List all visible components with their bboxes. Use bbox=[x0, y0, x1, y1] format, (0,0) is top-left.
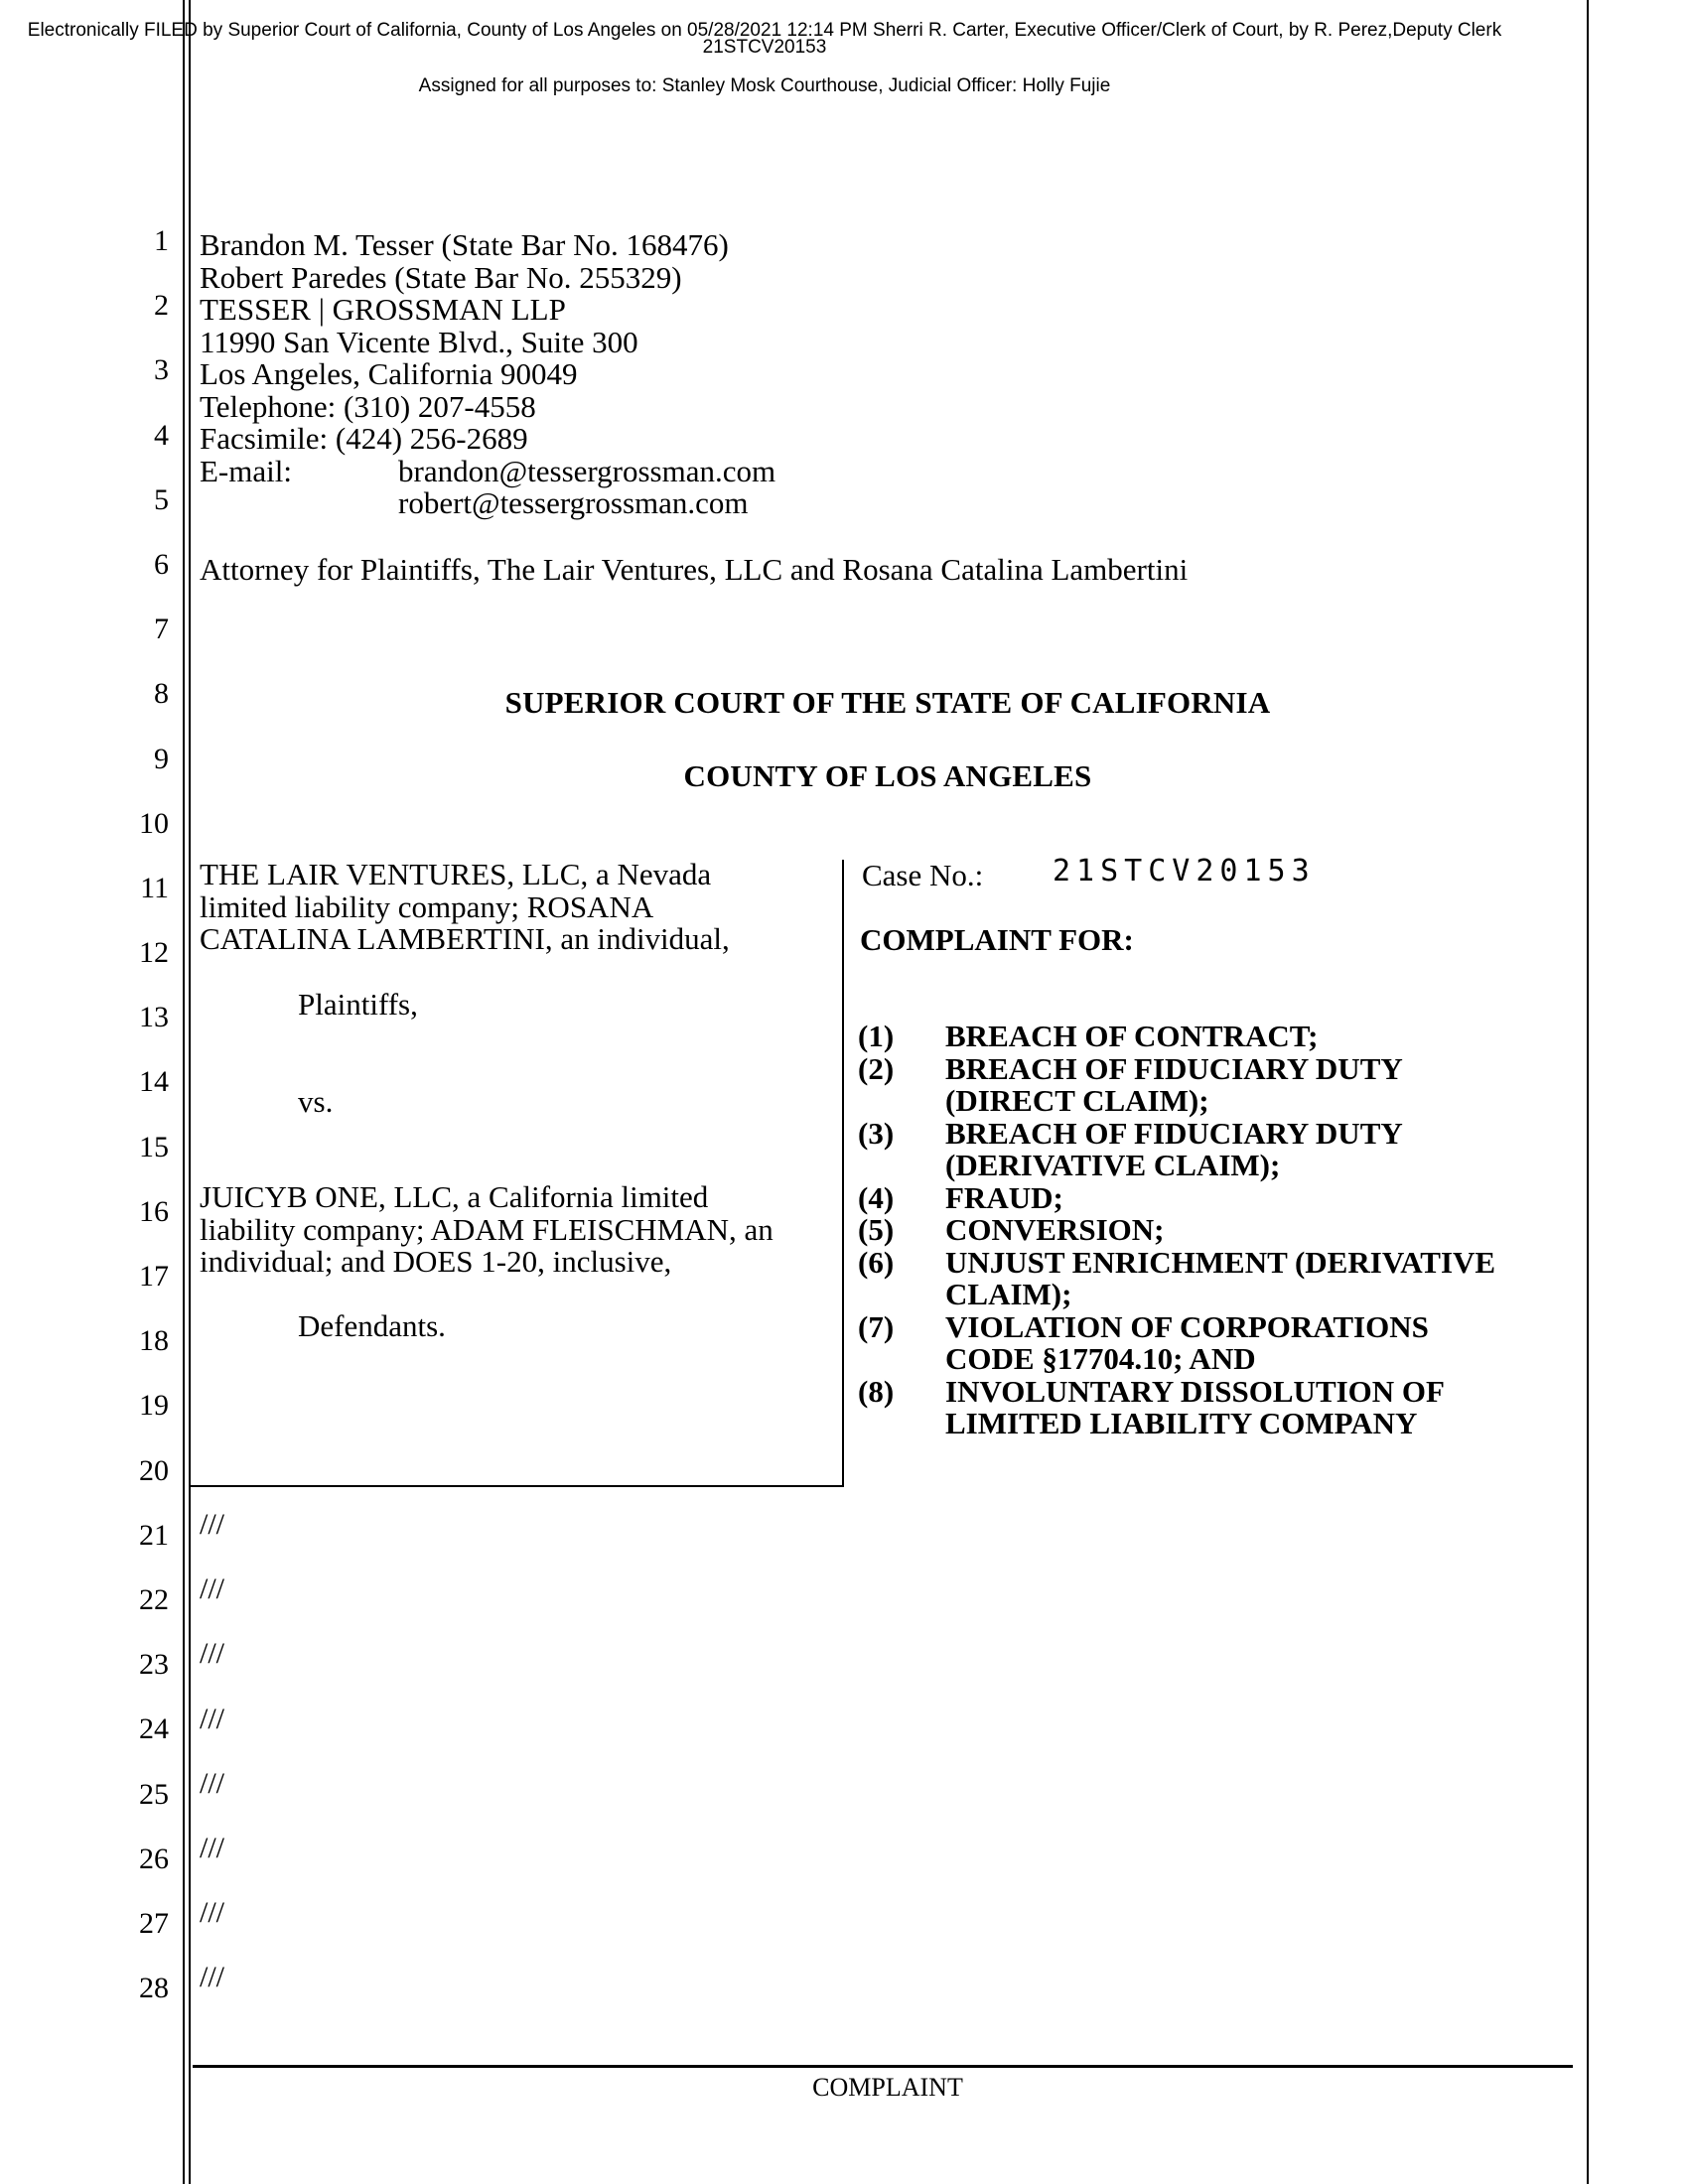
line-number: 11 bbox=[140, 871, 169, 904]
attorney-line: Telephone: (310) 207-4558 bbox=[200, 388, 536, 424]
continuation-mark: /// bbox=[200, 1961, 225, 1994]
continuation-marks bbox=[200, 1505, 224, 2023]
line-number: 1 bbox=[154, 224, 169, 257]
claim-item bbox=[858, 1214, 1495, 1247]
line-number: 21 bbox=[139, 1518, 169, 1552]
claim-text: INVOLUNTARY DISSOLUTION OF bbox=[945, 1373, 1445, 1409]
claim-number: (5) bbox=[858, 1212, 895, 1247]
assignment-stamp: Assigned for all purposes to: Stanley Mosk Courthouse, Judicial Officer: Holly Fujie bbox=[418, 75, 1111, 96]
continuation-mark: /// bbox=[200, 1637, 225, 1671]
attorney-line: Facsimile: (424) 256-2689 bbox=[200, 421, 528, 456]
email-label: E-mail: bbox=[200, 453, 292, 488]
claim-item bbox=[858, 1373, 1495, 1409]
filing-stamp: Electronically FILED by Superior Court of California, County of Los Angeles on 05/28/2021 12:14 PM Sherri R. Carter, Executive Officer/Clerk of Court, by R. Perez,Deputy Clerk bbox=[27, 20, 1502, 41]
claim-number bbox=[858, 1408, 945, 1440]
plaintiffs-line: THE LAIR VENTURES, LLC, a Nevada bbox=[200, 857, 712, 891]
versus-label: vs. bbox=[298, 1084, 334, 1119]
line-number: 10 bbox=[139, 806, 169, 840]
continuation-mark: /// bbox=[200, 1572, 225, 1606]
claim-item bbox=[858, 1050, 1495, 1086]
line-number: 6 bbox=[154, 547, 169, 581]
attorney-line: Los Angeles, California 90049 bbox=[200, 356, 578, 391]
continuation-mark: /// bbox=[200, 1766, 225, 1800]
claim-text: FRAUD; bbox=[945, 1179, 1063, 1215]
line-number: 22 bbox=[139, 1582, 169, 1616]
claim-text: VIOLATION OF CORPORATIONS bbox=[945, 1308, 1429, 1344]
defendants-line: JUICYB ONE, LLC, a California limited bbox=[200, 1179, 709, 1214]
claim-number bbox=[858, 1279, 945, 1311]
claim-number bbox=[858, 1085, 945, 1118]
claim-item bbox=[858, 1279, 1495, 1311]
line-number: 27 bbox=[139, 1906, 169, 1940]
claim-text: LIMITED LIABILITY COMPANY bbox=[945, 1406, 1418, 1440]
attorney-line: Robert Paredes (State Bar No. 255329) bbox=[200, 259, 682, 295]
court-name: SUPERIOR COURT OF THE STATE OF CALIFORNIA bbox=[504, 685, 1271, 720]
email-line bbox=[200, 453, 776, 488]
plaintiffs-parties bbox=[200, 859, 730, 956]
defendants-label: Defendants. bbox=[298, 1308, 446, 1343]
defendants-line: individual; and DOES 1-20, inclusive, bbox=[200, 1244, 672, 1279]
claim-number: (6) bbox=[858, 1244, 895, 1280]
pleading-line-numbers bbox=[117, 220, 169, 2032]
claim-text: (DERIVATIVE CLAIM); bbox=[945, 1148, 1281, 1182]
attorney-block bbox=[200, 229, 775, 520]
claim-item bbox=[858, 1308, 1495, 1344]
line-number: 8 bbox=[154, 677, 169, 711]
case-number-value: 21STCV20153 bbox=[1053, 854, 1316, 888]
claim-text: BREACH OF FIDUCIARY DUTY bbox=[945, 1115, 1403, 1151]
line-number: 15 bbox=[139, 1130, 169, 1163]
continuation-mark: /// bbox=[200, 1831, 225, 1864]
claim-item bbox=[858, 1244, 1496, 1280]
claim-number: (3) bbox=[858, 1115, 895, 1151]
case-number-label: Case No.: bbox=[862, 858, 984, 892]
line-number: 5 bbox=[154, 482, 169, 516]
attorney-line: TESSER | GROSSMAN LLP bbox=[200, 292, 566, 327]
claim-number: (7) bbox=[858, 1308, 895, 1344]
line-number: 14 bbox=[139, 1065, 169, 1099]
court-county: COUNTY OF LOS ANGELES bbox=[683, 758, 1092, 793]
claim-item bbox=[858, 1179, 1495, 1215]
pleading-right-rule bbox=[1587, 0, 1589, 2184]
claim-item bbox=[858, 1085, 1495, 1118]
claim-text: CODE §17704.10; AND bbox=[945, 1341, 1256, 1376]
attorney-line: Brandon M. Tesser (State Bar No. 168476) bbox=[200, 227, 729, 262]
continuation-mark: /// bbox=[200, 1702, 225, 1735]
claim-item bbox=[858, 1150, 1495, 1182]
line-number: 28 bbox=[139, 1972, 169, 2005]
attorney-line: 11990 San Vicente Blvd., Suite 300 bbox=[200, 324, 638, 359]
continuation-mark: /// bbox=[200, 1896, 225, 1930]
line-number: 20 bbox=[139, 1453, 169, 1487]
claim-number: (2) bbox=[858, 1050, 895, 1086]
claim-number: (4) bbox=[858, 1179, 895, 1215]
line-number: 12 bbox=[139, 936, 169, 970]
defendants-line: liability company; ADAM FLEISCHMAN, an bbox=[200, 1211, 774, 1247]
footer-title: COMPLAINT bbox=[812, 2073, 963, 2102]
line-number: 18 bbox=[139, 1324, 169, 1358]
pleading-left-rule-outer bbox=[183, 0, 185, 2184]
line-number: 25 bbox=[139, 1777, 169, 1811]
claim-text: BREACH OF CONTRACT; bbox=[945, 1019, 1319, 1053]
line-number: 13 bbox=[139, 1001, 169, 1034]
line-number: 17 bbox=[139, 1260, 169, 1293]
line-number: 23 bbox=[139, 1648, 169, 1682]
plaintiffs-label: Plaintiffs, bbox=[298, 987, 418, 1022]
claims-list bbox=[858, 1021, 1495, 1440]
complaint-for-heading: COMPLAINT FOR: bbox=[860, 922, 1134, 957]
claim-number bbox=[858, 1150, 945, 1182]
claim-number: (1) bbox=[858, 1019, 895, 1053]
email-address: robert@tessergrossman.com bbox=[398, 485, 749, 520]
claim-number bbox=[858, 1343, 945, 1376]
line-number: 26 bbox=[139, 1842, 169, 1875]
line-number: 4 bbox=[154, 418, 169, 452]
line-number: 16 bbox=[139, 1194, 169, 1228]
line-number: 2 bbox=[154, 289, 169, 323]
line-number: 3 bbox=[154, 353, 169, 387]
claim-item bbox=[858, 1343, 1495, 1376]
line-number: 7 bbox=[154, 613, 169, 646]
attorney-for: Attorney for Plaintiffs, The Lair Ventures, LLC and Rosana Catalina Lambertini bbox=[200, 552, 1189, 587]
footer-rule bbox=[193, 2065, 1573, 2068]
claim-text: CLAIM); bbox=[945, 1277, 1072, 1311]
line-number: 19 bbox=[139, 1389, 169, 1423]
line-number: 24 bbox=[139, 1712, 169, 1746]
claim-text: (DIRECT CLAIM); bbox=[945, 1083, 1209, 1118]
plaintiffs-line: limited liability company; ROSANA bbox=[200, 888, 654, 924]
defendants-parties bbox=[200, 1181, 774, 1279]
claim-text: CONVERSION; bbox=[945, 1212, 1165, 1247]
claim-item bbox=[858, 1115, 1495, 1151]
plaintiffs-line: CATALINA LAMBERTINI, an individual, bbox=[200, 921, 730, 956]
claim-text: UNJUST ENRICHMENT (DERIVATIVE bbox=[945, 1244, 1496, 1280]
continuation-mark: /// bbox=[200, 1508, 225, 1541]
email-address: brandon@tessergrossman.com bbox=[398, 453, 776, 488]
claim-item bbox=[858, 1021, 1495, 1053]
line-number: 9 bbox=[154, 742, 169, 775]
claim-text: BREACH OF FIDUCIARY DUTY bbox=[945, 1050, 1403, 1086]
claim-number: (8) bbox=[858, 1373, 895, 1409]
filing-stamp-case-number: 21STCV20153 bbox=[702, 37, 827, 58]
claim-item bbox=[858, 1408, 1495, 1440]
